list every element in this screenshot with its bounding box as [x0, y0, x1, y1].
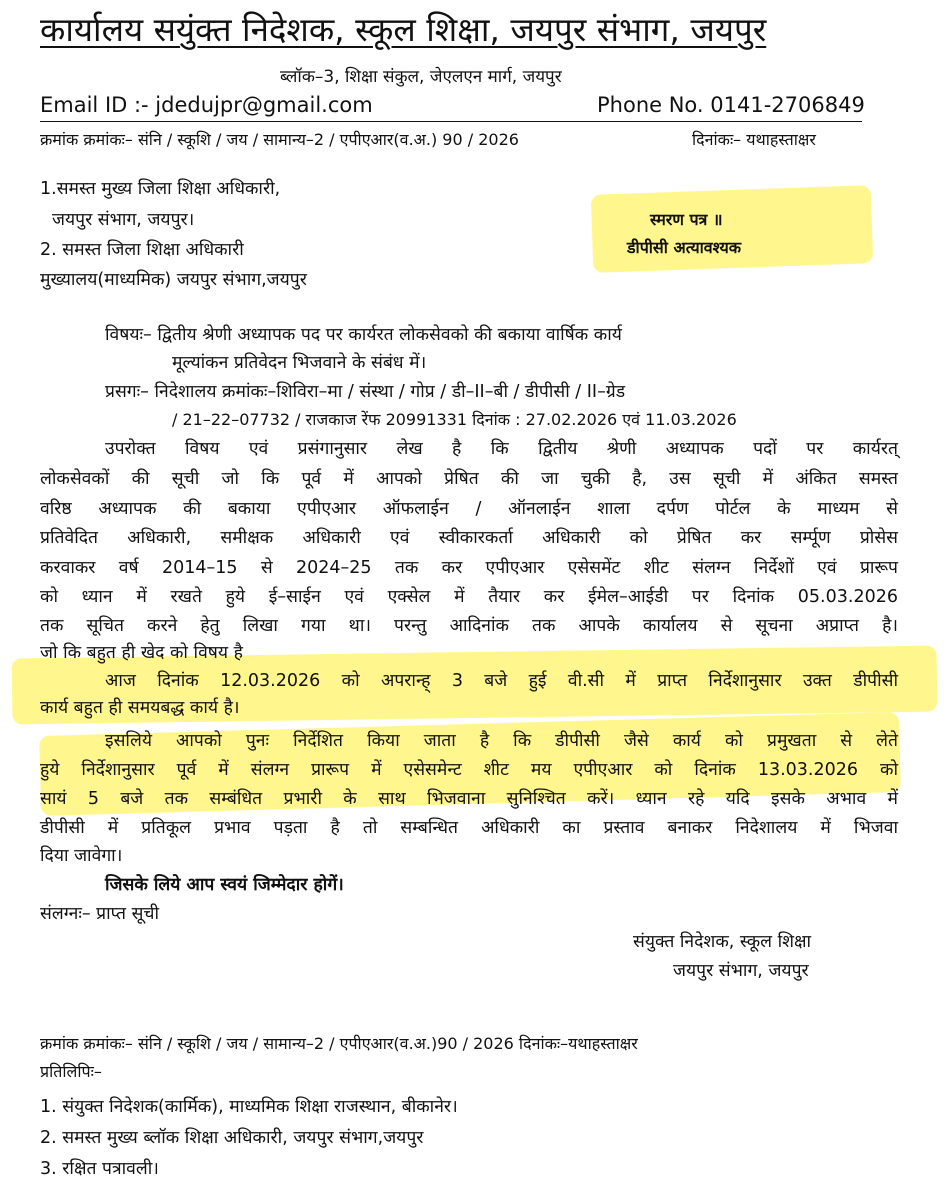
subject-line-2: मूल्यांकन प्रतिवेदन भिजवाने के संबंध में। [172, 353, 427, 373]
paragraph-2-line-1: आज दिनांक 12.03.2026 को अपरान्ह् 3 बजे हुई वी.सी में प्राप्त निर्देशानुसार उक्त डीपीसी [105, 671, 898, 691]
phone-number: Phone No. 0141-2706849 [597, 93, 865, 117]
reference-line-1: प्रसगः– निदेशालय क्रमांकः–शिविरा–मा / संस्था / गोप्र / डी–II–बी / डीपीसी / II–ग्रेड [105, 382, 626, 402]
highlight-reminder [591, 185, 874, 273]
header-divider [40, 121, 862, 122]
addressee-line-4: मुख्यालय(माध्यमिक) जयपुर संभाग,जयपुर [40, 270, 307, 290]
paragraph-1-line: करवाकर वर्ष 2014–15 से 2024–25 तक कर एपीएआर एसेसमेंट शीट संलग्न निर्देशों एवं प्रारूप [40, 558, 898, 578]
paragraph-3-line: डीपीसी में प्रतिकूल प्रभाव पड़ता है तो सम्बन्धित अधिकारी का प्रस्ताव बनाकर निदेशालय में भिजवा [40, 818, 898, 838]
reference-line-2: / 21–22–07732 / राजकाज रेंफ 20991331 दिनांक : 27.02.2026 एवं 11.03.2026 [172, 410, 737, 429]
enclosure-note: संलग्नः– प्राप्त सूची [40, 904, 160, 924]
copy-item: 1. संयुक्त निदेशक(कार्मिक), माध्यमिक शिक्षा राजस्थान, बीकानेर। [40, 1097, 458, 1117]
subject-line-1: विषयः– द्वितीय श्रेणी अध्यापक पद पर कार्यरत लोकसेवको की बकाया वार्षिक कार्य [105, 325, 622, 345]
office-address: ब्लॉक–3, शिक्षा संकुल, जेएलएन मार्ग, जयपुर [280, 67, 562, 87]
copy-item: 3. रक्षित पत्रावली। [40, 1159, 159, 1179]
paragraph-1-line: तक सूचित करने हेतु लिखा गया था। परन्तु आदिनांक तक आपके कार्यालय से सूचना अप्राप्त है। [40, 616, 898, 636]
paragraph-1-line: उपरोक्त विषय एवं प्रसंगानुसार लेख है कि द्वितीय श्रेणी अध्यापक पदों पर कार्यरत् [105, 439, 898, 459]
paragraph-1-line: वरिष्ठ अध्यापक की बकाया एपीएआर ऑफलाईन / ऑनलाईन शाला दर्पण पोर्टल के माध्यम से [40, 499, 898, 519]
paragraph-1-line: लोकसेवकों की सूची जो कि पूर्व में आपको प्रेषित की जा चुकी है, उस सूची में अंकित समस्त [40, 469, 898, 489]
addressee-line-3: 2. समस्त जिला शिक्षा अधिकारी [40, 240, 244, 260]
email-id: Email ID :- jdedujpr@gmail.com [40, 93, 373, 117]
paragraph-2-line-2: कार्य बहुत ही समयबद्ध कार्य है। [40, 698, 240, 718]
copy-heading: प्रतिलिपिः– [40, 1062, 102, 1081]
reminder-urgent: डीपीसी अत्यावश्यक [627, 238, 742, 257]
paragraph-3-line: हुये निर्देशानुसार पूर्व में संलग्न प्रारूप में एसेसमेन्ट शीट मय एपीएआर को दिनांक 13.03.2026 को [40, 760, 898, 780]
responsibility-note: जिसके लिये आप स्वयं जिम्मेदार होगें। [105, 875, 344, 895]
signature-designation: संयुक्त निदेशक, स्कूल शिक्षा [633, 932, 812, 952]
copy-item: 2. समस्त मुख्य ब्लॉक शिक्षा अधिकारी, जयपुर संभाग,जयपुर [40, 1128, 424, 1148]
signature-office: जयपुर संभाग, जयपुर [673, 961, 809, 981]
reminder-title: स्मरण पत्र ॥ [650, 210, 723, 229]
reference-date: दिनांकः– यथाहस्ताक्षर [692, 130, 816, 149]
addressee-line-2: जयपुर संभाग, जयपुर। [52, 210, 195, 230]
paragraph-3-end: दिया जावेगा। [40, 846, 123, 866]
reference-number: क्रमांक क्रमांकः– संनि / स्कूशि / जय / सामान्य–2 / एपीएआर(व.अ.) 90 / 2026 [40, 130, 519, 149]
addressee-line-1: 1.समस्त मुख्य जिला शिक्षा अधिकारी, [40, 179, 281, 199]
paragraph-1-end: जो कि बहुत ही खेद को विषय है [40, 643, 243, 663]
paragraph-3-line: सायं 5 बजे तक सम्बंधित प्रभारी के साथ भिजवाना सुनिश्चित करें। ध्यान रहे यदि इसके अभाव में [40, 789, 898, 809]
copy-reference: क्रमांक क्रमांकः– संनि / स्कूशि / जय / सामान्य–2 / एपीएआर(व.अ.)90 / 2026 दिनांकः–यथाहस्ताक्षर [40, 1034, 638, 1053]
paragraph-1-line: को ध्यान में रखते हुये ई–साईन एवं एक्सेल में तैयार कर ईमेल–आईडी पर दिनांक 05.03.2026 [40, 587, 898, 607]
paragraph-1-line: प्रतिवेदित अधिकारी, समीक्षक अधिकारी एवं स्वीकारकर्ता अधिकारी को प्रेषित कर सर्म्पूण प्रोसेस [40, 528, 898, 548]
office-title: कार्यालय सयुंक्त निदेशक, स्कूल शिक्षा, जयपुर संभाग, जयपुर [40, 10, 767, 49]
paragraph-3-line: इसलिये आपको पुनः निर्देशित किया जाता है कि डीपीसी जैसे कार्य को प्रमुखता से लेते [105, 731, 898, 751]
